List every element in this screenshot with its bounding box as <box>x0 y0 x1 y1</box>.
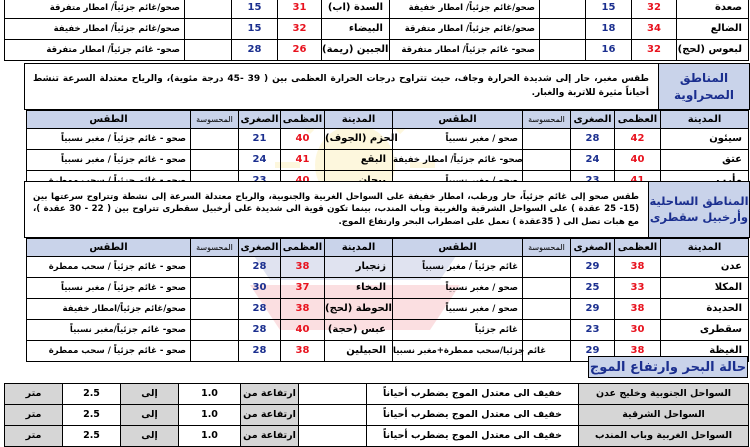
from-value-cell: 1.0 <box>179 426 241 447</box>
weather-cell: صحو - غائم جزئياً / مغبر نسبياً <box>27 150 191 171</box>
max-cell: 32 <box>278 19 322 40</box>
min-cell: 15 <box>232 19 278 40</box>
city-cell: الغيظة <box>661 341 749 362</box>
header-min: الصغرى <box>571 111 615 129</box>
table-header-row <box>27 239 749 257</box>
header-felt: المحسوسة <box>523 239 571 257</box>
max-cell: 40 <box>615 150 661 171</box>
weather-cell: غائم جزئيا/سحب ممطرة+مغبر نسبيا <box>393 341 523 362</box>
max-cell: 31 <box>278 0 322 19</box>
min-cell: 24 <box>239 150 281 171</box>
felt-cell <box>523 150 571 171</box>
felt-cell <box>185 40 232 61</box>
table-row <box>5 40 749 61</box>
felt-cell <box>185 19 232 40</box>
header-min: الصغرى <box>239 111 281 129</box>
felt-cell <box>540 40 586 61</box>
weather-cell: صحو - غائم جزئياً / مغبر نسبياً <box>27 278 191 299</box>
table-row <box>5 384 749 405</box>
sea-table-body <box>5 384 749 447</box>
felt-cell <box>191 299 239 320</box>
desert-weather-table <box>26 110 749 192</box>
weather-cell: صحو/غائم جزئياً/ امطار خفيفة <box>5 19 185 40</box>
header-min: الصغرى <box>239 239 281 257</box>
coastal-title-line2: وأرخبيل سقطرى <box>649 209 749 224</box>
max-cell: 38 <box>281 341 325 362</box>
min-cell: 29 <box>571 299 615 320</box>
max-cell: 32 <box>632 0 677 19</box>
weather-cell: صحو / مغبر نسبياً <box>393 278 523 299</box>
top-table-body <box>5 0 749 61</box>
felt-cell <box>523 299 571 320</box>
unit-cell: متر <box>5 384 63 405</box>
desert-title-line1: المناطق <box>679 71 729 86</box>
weather-cell: صحو/غائم جزئياً/ امطار متفرقة <box>5 0 185 19</box>
felt-cell <box>185 0 232 19</box>
header-felt: المحسوسة <box>191 111 239 129</box>
city-cell: الحديدة <box>661 299 749 320</box>
min-cell: 28 <box>239 299 281 320</box>
sea-region-cell: السواحل الشرقية <box>579 405 749 426</box>
weather-cell: صحو- غائم جزئياً/مغبر نسبياً <box>27 320 191 341</box>
sea-state-cell: خفيف الى معتدل الموج يضطرب أحياناً <box>367 426 579 447</box>
table-row <box>27 129 749 150</box>
to-label-cell: إلى <box>121 384 179 405</box>
city-cell: عتق <box>661 150 749 171</box>
header-min: الصغرى <box>571 239 615 257</box>
header-max: العظمى <box>281 239 325 257</box>
weather-cell: غائم جزئياً / مغبر نسبياً <box>393 257 523 278</box>
desert-description: طقس مغبر، حار إلى شديدة الحرارة وجاف، حيث تتراوح درجات الحرارة العظمى بين ( 39 -45 درجة مئوية)، والرياح معتدلة السرعة تنشط أحياناً مثيرة للاتربة والغبار. <box>33 74 650 98</box>
felt-cell <box>191 257 239 278</box>
table-row <box>27 150 749 171</box>
coastal-description: طقس صحو إلى غائم جزئياً، حار ورطب، امطار خفيفة على السواحل الغربية والجنوبية، والرياح معتدلة السرعة إلى نشطة وتتراوح سرعتها بين (15- 25 عقدة ) على السواحل الشرقية والغربية وباب المندب، بينما تكون قوية الى شديدة على أرخبيل سقطرى تتراوح بين ( 22 - 30 عقدة )، مع هبات تصل الى ( 35عقدة ) تعمل على اضطراب البحر وارتفاع الموج. <box>33 191 640 227</box>
weather-cell: صحو- غائم جزئياً/ امطار متفرقة <box>5 40 185 61</box>
top-weather-table <box>4 0 749 61</box>
from-label-cell: ارتفاعة من <box>241 426 299 447</box>
max-cell: 34 <box>632 19 677 40</box>
city-cell: سقطرى <box>661 320 749 341</box>
header-felt: المحسوسة <box>523 111 571 129</box>
sea-state-title: حالة البحر وارتفاع الموج <box>588 356 748 378</box>
city-cell: الحبيلين <box>325 341 393 362</box>
unit-cell: متر <box>5 426 63 447</box>
header-city: المدينة <box>325 111 393 129</box>
unit-cell: متر <box>5 405 63 426</box>
to-label-cell: إلى <box>121 426 179 447</box>
felt-cell <box>540 0 586 19</box>
min-cell: 29 <box>571 341 615 362</box>
to-label-cell: إلى <box>121 405 179 426</box>
felt-cell <box>523 257 571 278</box>
city-cell: الجبين (ريمة) <box>322 40 390 61</box>
min-cell: 15 <box>232 0 278 19</box>
table-row <box>5 0 749 19</box>
weather-cell: صحو - غائم جزئياً / مغبر نسبياً <box>27 129 191 150</box>
felt-cell <box>191 129 239 150</box>
coastal-weather-table <box>26 238 749 362</box>
city-cell: لبعوس (لحج) <box>677 40 749 61</box>
to-value-cell: 2.5 <box>63 405 121 426</box>
header-max: العظمى <box>281 111 325 129</box>
min-cell: 30 <box>239 278 281 299</box>
table-row <box>5 426 749 447</box>
weather-cell: صحو / مغبر نسبياً <box>393 299 523 320</box>
city-cell: الحزم (الجوف) <box>325 129 393 150</box>
coastal-region-box <box>24 181 750 238</box>
felt-cell <box>540 19 586 40</box>
max-cell: 40 <box>281 320 325 341</box>
to-value-cell: 2.5 <box>63 384 121 405</box>
to-value-cell: 2.5 <box>63 426 121 447</box>
city-cell: الحوطة (لحج) <box>325 299 393 320</box>
max-cell: 38 <box>281 257 325 278</box>
city-cell: سيئون <box>661 129 749 150</box>
weather-cell: صحو - غائم جزئياً / سحب ممطرة <box>27 257 191 278</box>
sea-state-table <box>4 383 749 447</box>
felt-cell <box>191 320 239 341</box>
table-row <box>27 278 749 299</box>
spacer-cell <box>299 405 367 426</box>
city-cell: المخاء <box>325 278 393 299</box>
from-value-cell: 1.0 <box>179 384 241 405</box>
felt-cell <box>191 278 239 299</box>
min-cell: 28 <box>571 129 615 150</box>
city-cell: عبس (حجة) <box>325 320 393 341</box>
max-cell: 26 <box>278 40 322 61</box>
felt-cell <box>191 341 239 362</box>
header-city: المدينة <box>661 111 749 129</box>
weather-cell: غائم جزئياً <box>393 320 523 341</box>
table-row <box>27 257 749 278</box>
min-cell: 23 <box>571 320 615 341</box>
felt-cell <box>191 150 239 171</box>
city-cell: السدة (اب) <box>322 0 390 19</box>
max-cell: 33 <box>615 278 661 299</box>
from-value-cell: 1.0 <box>179 405 241 426</box>
felt-cell <box>523 278 571 299</box>
weather-cell: صحو/غائم جزئياً/ امطار متفرقة <box>390 19 540 40</box>
table-row <box>5 405 749 426</box>
city-cell: المكلا <box>661 278 749 299</box>
max-cell: 32 <box>632 40 677 61</box>
max-cell: 38 <box>615 299 661 320</box>
table-row <box>27 299 749 320</box>
header-felt: المحسوسة <box>191 239 239 257</box>
min-cell: 28 <box>239 320 281 341</box>
min-cell: 24 <box>571 150 615 171</box>
from-label-cell: ارتفاعة من <box>241 405 299 426</box>
header-weather: الطقس <box>27 239 191 257</box>
city-cell: البيضاء <box>322 19 390 40</box>
sea-state-cell: خفيف الى معتدل الموج يضطرب أحياناً <box>367 405 579 426</box>
city-cell: زنجبار <box>325 257 393 278</box>
felt-cell <box>523 129 571 150</box>
max-cell: 37 <box>281 278 325 299</box>
table-row <box>5 19 749 40</box>
header-max: العظمى <box>615 111 661 129</box>
header-city: المدينة <box>325 239 393 257</box>
table-header-row <box>27 111 749 129</box>
from-label-cell: ارتفاعة من <box>241 384 299 405</box>
weather-cell: صحو / مغبر نسبياً <box>393 129 523 150</box>
min-cell: 28 <box>239 257 281 278</box>
sea-region-cell: السواحل الجنوبية وخليج عدن <box>579 384 749 405</box>
sea-state-cell: خفيف الى معتدل الموج يضطرب أحياناً <box>367 384 579 405</box>
felt-cell <box>523 320 571 341</box>
min-cell: 18 <box>586 19 632 40</box>
min-cell: 21 <box>239 129 281 150</box>
header-max: العظمى <box>615 239 661 257</box>
min-cell: 25 <box>571 278 615 299</box>
coastal-title-line1: المناطق الساحلية <box>649 193 749 208</box>
coastal-table-body <box>27 257 749 362</box>
max-cell: 30 <box>615 320 661 341</box>
city-cell: البقع <box>325 150 393 171</box>
city-cell: الضالع <box>677 19 749 40</box>
desert-region-box <box>24 63 750 110</box>
max-cell: 40 <box>281 129 325 150</box>
min-cell: 29 <box>571 257 615 278</box>
spacer-cell <box>299 384 367 405</box>
header-city: المدينة <box>661 239 749 257</box>
desert-title-line2: الصحراوية <box>674 87 734 102</box>
weather-cell: صحو- غائم جزئياً/ امطار متفرقة <box>390 40 540 61</box>
spacer-cell <box>299 426 367 447</box>
city-cell: صعدة <box>677 0 749 19</box>
min-cell: 28 <box>232 40 278 61</box>
max-cell: 42 <box>615 129 661 150</box>
max-cell: 38 <box>281 299 325 320</box>
max-cell: 38 <box>615 341 661 362</box>
coastal-region-title <box>648 182 749 237</box>
weather-cell: صحو- غائم جزئياً/ امطار خفيفة <box>393 150 523 171</box>
header-weather: الطقس <box>393 111 523 129</box>
max-cell: 41 <box>281 150 325 171</box>
weather-cell: صحو/غائم جزئياً/ امطار خفيفة <box>390 0 540 19</box>
min-cell: 28 <box>239 341 281 362</box>
table-row <box>27 320 749 341</box>
max-cell: 38 <box>615 257 661 278</box>
desert-region-title <box>658 64 749 109</box>
sea-region-cell: السواحل الغربية وباب المندب <box>579 426 749 447</box>
weather-cell: صحو - غائم جزئياً / سحب ممطرة <box>27 341 191 362</box>
header-weather: الطقس <box>393 239 523 257</box>
city-cell: عدن <box>661 257 749 278</box>
min-cell: 16 <box>586 40 632 61</box>
min-cell: 15 <box>586 0 632 19</box>
weather-cell: صحو/غائم جزئياً/امطار خفيفة <box>27 299 191 320</box>
header-weather: الطقس <box>27 111 191 129</box>
